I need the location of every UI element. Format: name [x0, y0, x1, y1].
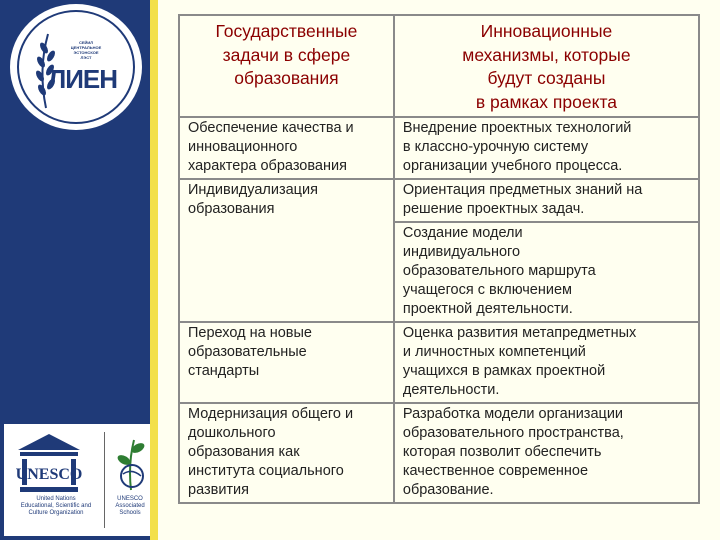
unesco-divider: [104, 432, 105, 528]
task-cell: Переход на новые образовательные стандарты: [179, 322, 394, 403]
mechanism-cell: Ориентация предметных знаний на решение проектных задач.: [394, 179, 699, 222]
task-cell: Индивидуализация образования: [179, 179, 394, 322]
unesco-temple-icon: [16, 432, 82, 494]
table-row: [179, 179, 699, 222]
unesco-panel: [4, 424, 150, 536]
logo-small-text: СЕЙИЛ ЦЕНТРАЛЬНОЕ ЭСТОНСКОЕ ЛЭСТ: [70, 40, 102, 60]
mechanism-cell: Внедрение проектных технологий в классно-урочную систему организации учебного процесса.: [394, 117, 699, 179]
mechanism-cell: Оценка развития метапредметных и личностных компетенций учащихся в рамках проектной деятельности.: [394, 322, 699, 403]
mechanism-cell: Создание модели индивидуального образовательного маршрута учащегося с включением проектной деятельности.: [394, 222, 699, 322]
comparison-table: [178, 14, 700, 504]
yellow-stripe: [150, 0, 158, 540]
svg-text:UNESCO: UNESCO: [16, 466, 82, 483]
unesco-label: United Nations Educational, Scientific and Culture Organization: [20, 496, 92, 516]
logo-title: ЛИЕН: [48, 64, 118, 94]
header-state-tasks: Государственные задачи в сфере образования: [179, 15, 394, 117]
table-row: [179, 403, 699, 503]
table-row: [179, 322, 699, 403]
task-cell: Обеспечение качества и инновационного характера образования: [179, 117, 394, 179]
header-innovation-mechanisms: Инновационные механизмы, которые будут созданы в рамках проекта: [394, 15, 699, 117]
task-cell: Модернизация общего и дошкольного образования как института социального развития: [179, 403, 394, 503]
associated-schools-icon: [114, 434, 148, 492]
table-header-row: [179, 15, 699, 117]
mechanism-cell: Разработка модели организации образовательного пространства, которая позволит обеспечить качественное современное образование.: [394, 403, 699, 503]
table-row: [179, 117, 699, 179]
associated-schools-label: UNESCO Associated Schools: [115, 496, 145, 516]
